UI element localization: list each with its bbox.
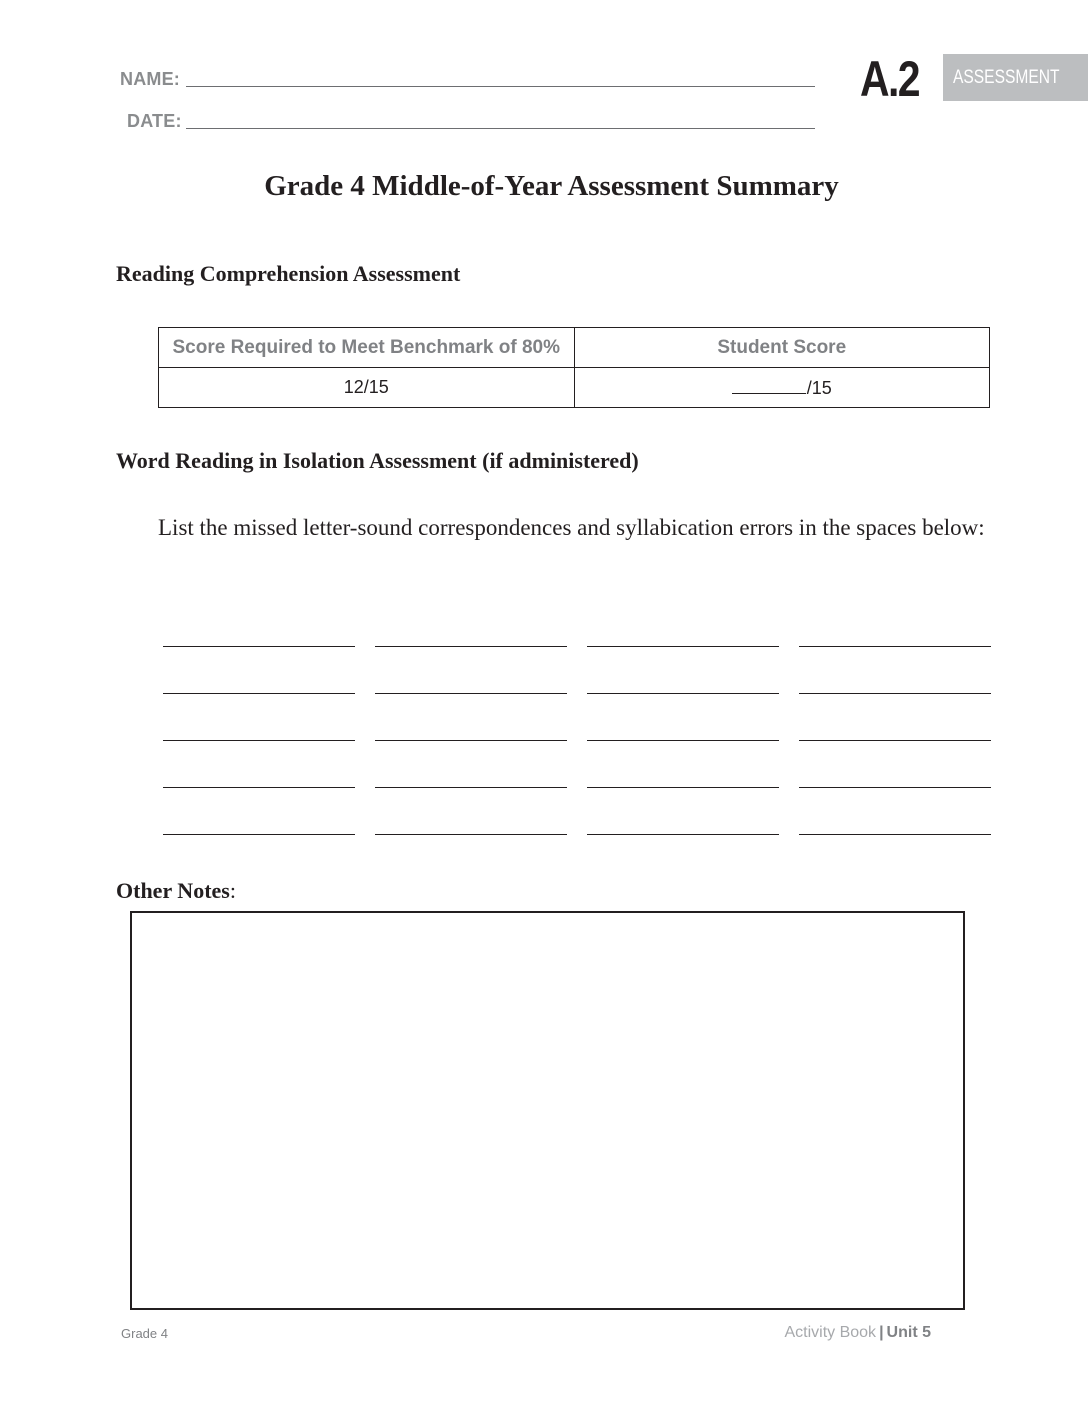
error-blank[interactable] [163,788,355,835]
error-blank[interactable] [375,788,567,835]
error-blank[interactable] [375,600,567,647]
footer-book: Activity Book [784,1324,877,1341]
error-blanks-grid [163,600,990,835]
footer-unit: Unit 5 [886,1324,931,1341]
error-blank[interactable] [163,741,355,788]
activity-tag-label: ASSESSMENT [953,67,1060,88]
activity-code: A.2 [860,51,919,107]
footer-separator: | [879,1324,884,1341]
error-blank[interactable] [799,788,991,835]
student-score-header: Student Score [574,328,990,368]
error-blank[interactable] [587,694,779,741]
error-blank[interactable] [587,600,779,647]
required-score-cell: 12/15 [159,368,575,408]
other-notes-heading [116,878,236,904]
other-notes-label: Other Notes [116,878,230,903]
name-label: NAME: [120,69,180,89]
error-blank[interactable] [375,694,567,741]
reading-comprehension-heading: Reading Comprehension Assessment [116,261,461,286]
student-score-cell [574,368,990,408]
error-blank[interactable] [587,741,779,788]
error-blank[interactable] [163,647,355,694]
error-blank[interactable] [799,600,991,647]
benchmark-header: Score Required to Meet Benchmark of 80% [159,328,575,368]
date-label: DATE: [127,111,182,131]
date-field[interactable] [186,128,815,129]
name-field[interactable] [186,86,815,87]
instructions-text: List the missed letter-sound correspondences and syllabication errors in the spaces below: [158,515,985,540]
error-blank[interactable] [375,741,567,788]
error-blank[interactable] [163,694,355,741]
student-score-blank[interactable] [732,377,806,394]
student-score-suffix: /15 [806,377,832,398]
error-blank[interactable] [587,788,779,835]
error-blank[interactable] [163,600,355,647]
footer-grade: Grade 4 [121,1326,168,1341]
error-blank[interactable] [799,647,991,694]
activity-tag [943,54,1088,101]
error-blank[interactable] [375,647,567,694]
other-notes-colon: : [229,878,236,903]
score-table-row [159,368,990,408]
other-notes-box[interactable] [130,911,965,1310]
word-reading-heading: Word Reading in Isolation Assessment (if administered) [116,448,639,473]
footer-book-info [784,1324,931,1342]
score-table-header-row [159,328,990,368]
error-blank[interactable] [587,647,779,694]
error-blank[interactable] [799,741,991,788]
page-title: Grade 4 Middle-of-Year Assessment Summary [264,170,839,202]
error-blank[interactable] [799,694,991,741]
score-table [158,327,990,408]
